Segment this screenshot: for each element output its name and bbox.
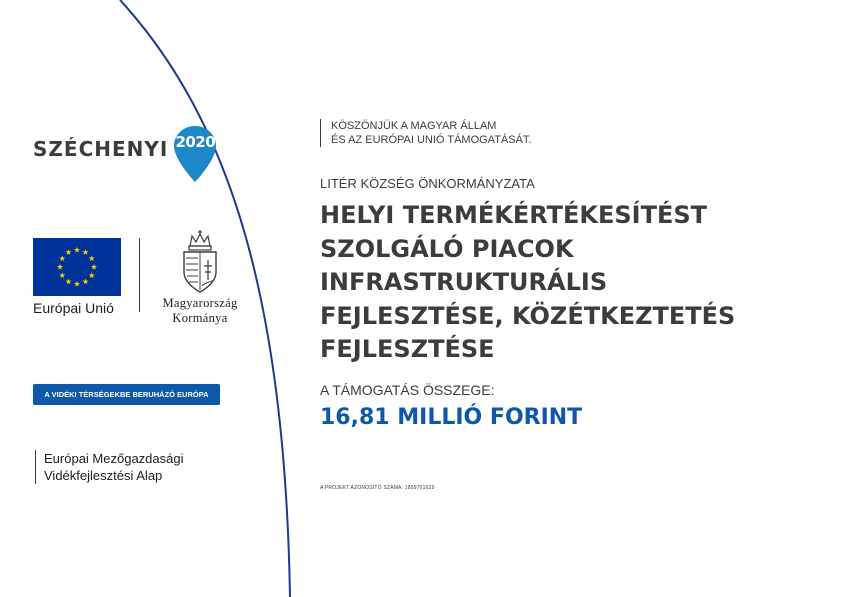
project-title-line4: FEJLESZTÉSE, KÖZÉTKEZTETÉS <box>320 301 736 330</box>
thanks-line2: ÉS AZ EURÓPAI UNIÓ TÁMOGATÁSÁT. <box>331 134 532 146</box>
project-title-line1: HELYI TERMÉKÉRTÉKESÍTÉST <box>320 201 708 229</box>
rural-europe-banner: A VIDÉKI TÉRSÉGEKBE BERUHÁZÓ EURÓPA <box>33 384 220 405</box>
project-title-line2: SZOLGÁLÓ PIACOK <box>320 234 574 263</box>
thanks-line1: KÖSZÖNJÜK A MAGYAR ÁLLAM <box>331 120 497 132</box>
hungarian-government-logo <box>145 230 255 326</box>
map-pin-icon <box>172 124 218 186</box>
project-title-line3: INFRASTRUKTURÁLIS <box>320 268 608 296</box>
project-title <box>320 199 820 367</box>
hungarian-coat-of-arms-icon <box>178 230 222 294</box>
thanks-statement <box>320 119 531 147</box>
eu-label: Európai Unió <box>33 300 114 316</box>
emva-line1: Európai Mezőgazdasági <box>44 451 184 466</box>
project-title-line5: FEJLESZTÉSE <box>320 335 495 363</box>
emva-line2: Vidékfejlesztési Alap <box>44 468 163 483</box>
logo-divider <box>139 238 140 312</box>
government-label-line1: Magyarország <box>162 296 238 310</box>
grant-amount-value: 16,81 MILLIÓ FORINT <box>320 405 583 430</box>
eu-flag-icon <box>33 238 121 296</box>
government-label-line2: Kormánya <box>172 311 228 325</box>
beneficiary-name: LITÉR KÖZSÉG ÖNKORMÁNYZATA <box>320 176 535 191</box>
eu-logo <box>33 238 121 316</box>
szechenyi-year: 2020 <box>175 133 216 151</box>
project-id: A PROJEKT AZONOSÍTÓ SZÁMA: 1859701629 <box>320 485 435 491</box>
grant-amount-label: A TÁMOGATÁS ÖSSZEGE: <box>320 382 495 398</box>
emva-logo <box>35 450 183 484</box>
szechenyi-wordmark: SZÉCHENYI <box>33 137 169 161</box>
szechenyi-2020-logo <box>33 118 218 180</box>
